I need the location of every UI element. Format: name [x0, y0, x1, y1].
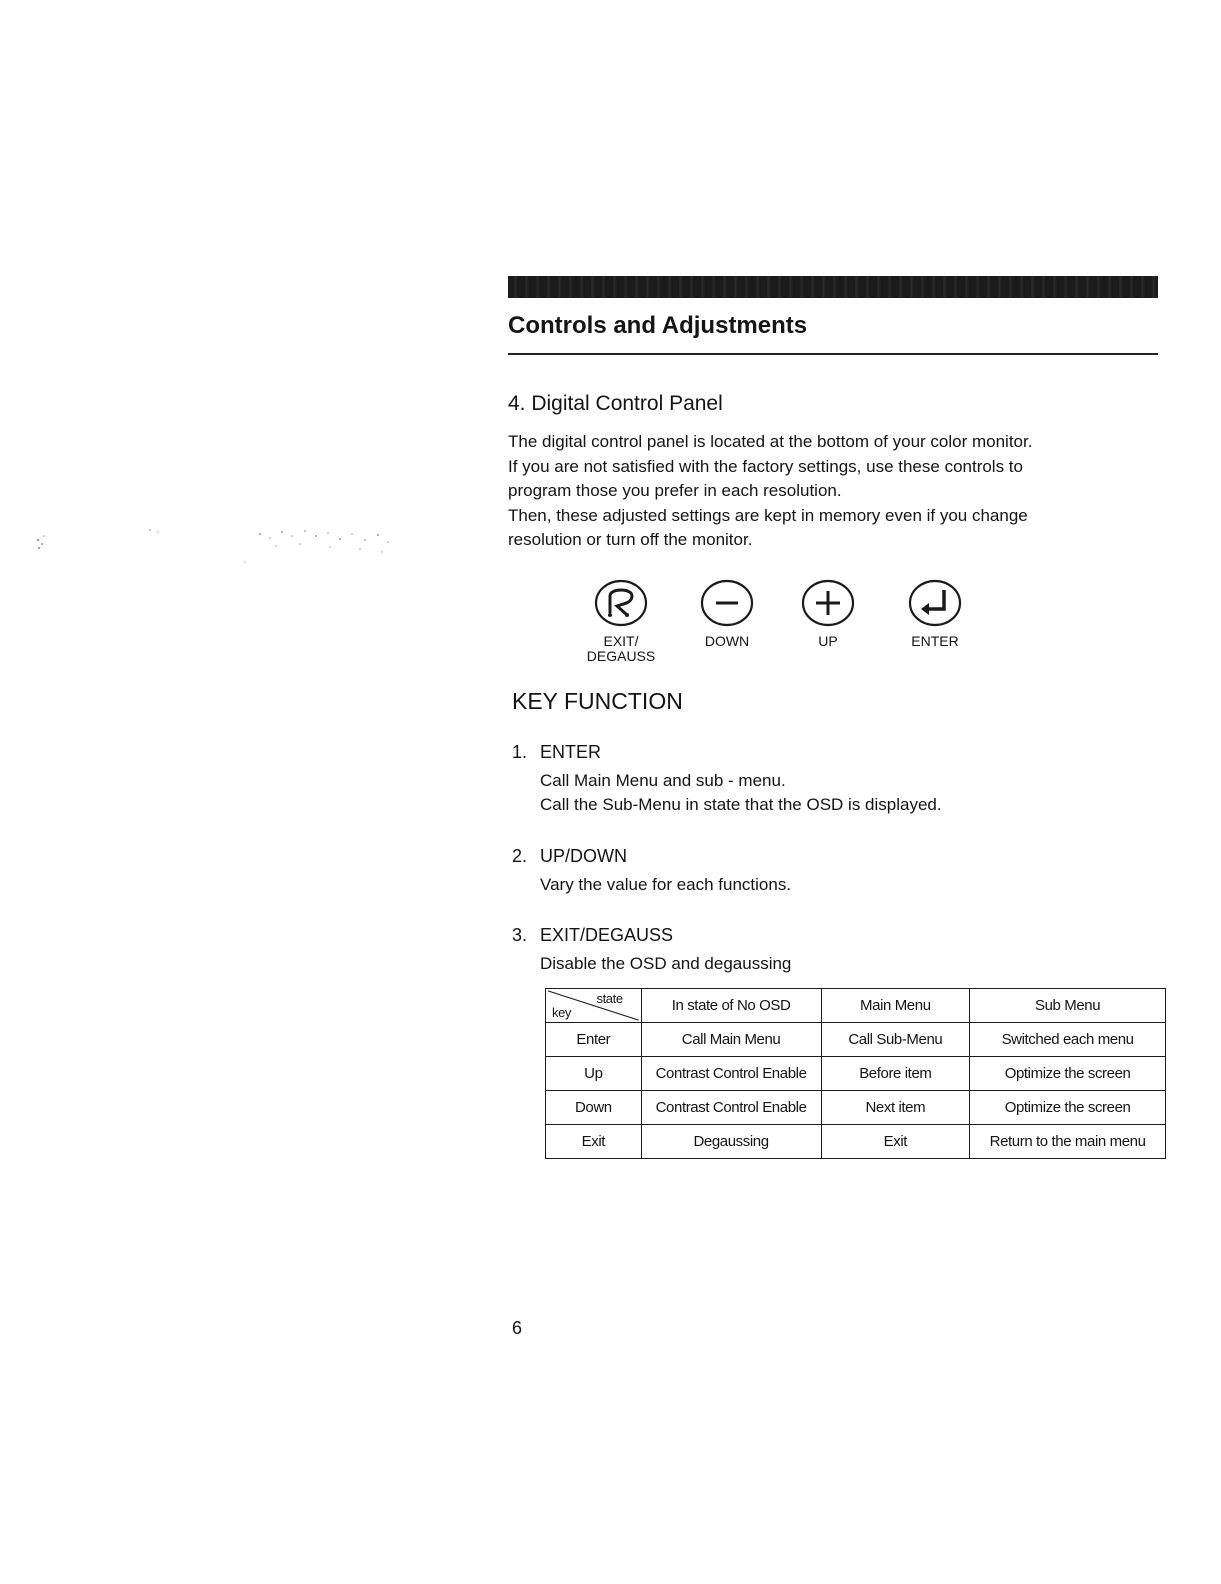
column-header: Main Menu: [821, 989, 970, 1023]
table-row: [546, 1091, 1166, 1125]
key-function-heading: KEY FUNCTION: [512, 688, 683, 714]
table-cell: Contrast Control Enable: [641, 1057, 821, 1091]
row-key: Down: [546, 1091, 642, 1125]
table-cell: Contrast Control Enable: [641, 1091, 821, 1125]
header-bar: [508, 276, 1158, 298]
table-cell: Degaussing: [641, 1125, 821, 1159]
item-number: 2.: [512, 846, 528, 866]
table-cell: Call Sub-Menu: [821, 1023, 970, 1057]
row-key: Up: [546, 1057, 642, 1091]
exit-degauss-control: [566, 578, 676, 664]
item-number: 3.: [512, 925, 528, 945]
table-cell: Return to the main menu: [970, 1125, 1166, 1159]
intro-line: program those you prefer in each resolution.: [508, 481, 842, 500]
item-name: EXIT/DEGAUSS: [540, 925, 674, 945]
item-description: Disable the OSD and degaussing: [540, 954, 792, 973]
page-title: Controls and Adjustments: [508, 312, 808, 339]
corner-cell: [546, 989, 642, 1023]
up-control: [773, 578, 883, 649]
row-key: Enter: [546, 1023, 642, 1057]
table-cell: Next item: [821, 1091, 970, 1125]
page-number: 6: [512, 1318, 523, 1338]
table-cell: Exit: [821, 1125, 970, 1159]
key-function-item: [512, 742, 942, 817]
up-label: UP: [818, 633, 838, 649]
key-function-table: [545, 988, 1166, 1159]
row-key: Exit: [546, 1125, 642, 1159]
item-description: Vary the value for each functions.: [540, 875, 792, 894]
table-row: [546, 1125, 1166, 1159]
corner-key-label: key: [552, 1005, 572, 1020]
enter-control: [880, 578, 990, 649]
table-row: [546, 1023, 1166, 1057]
item-description: Call the Sub-Menu in state that the OSD is displayed.: [540, 795, 942, 814]
item-name: UP/DOWN: [540, 846, 627, 866]
table-cell: Optimize the screen: [970, 1091, 1166, 1125]
degauss-icon: [593, 578, 649, 628]
column-header: In state of No OSD: [641, 989, 821, 1023]
exit-degauss-label: EXIT/ DEGAUSS: [586, 633, 656, 664]
enter-label: ENTER: [911, 633, 959, 649]
column-header: Sub Menu: [970, 989, 1166, 1023]
intro-line: The digital control panel is located at the bottom of your color monitor.: [508, 432, 1033, 451]
key-function-item: [512, 925, 791, 976]
intro-line: resolution or turn off the monitor.: [508, 530, 753, 549]
enter-arrow-icon: [907, 578, 963, 628]
item-number: 1.: [512, 742, 528, 762]
down-label: DOWN: [704, 633, 750, 649]
plus-circle-icon: [800, 578, 856, 628]
intro-paragraph: [508, 430, 1168, 553]
scan-specks: [30, 522, 400, 572]
table-cell: Switched each menu: [970, 1023, 1166, 1057]
table-header-row: [546, 989, 1166, 1023]
item-name: ENTER: [540, 742, 602, 762]
intro-line: If you are not satisfied with the factory settings, use these controls to: [508, 456, 1023, 476]
table-cell: Optimize the screen: [970, 1057, 1166, 1091]
table-row: [546, 1057, 1166, 1091]
corner-state-label: state: [596, 991, 623, 1006]
table-cell: Call Main Menu: [641, 1023, 821, 1057]
item-description: Call Main Menu and sub - menu.: [540, 771, 786, 790]
section-heading: 4. Digital Control Panel: [508, 392, 723, 415]
minus-circle-icon: [699, 578, 755, 628]
title-rule: [508, 353, 1158, 355]
down-control: [672, 578, 782, 649]
table-cell: Before item: [821, 1057, 970, 1091]
intro-line: Then, these adjusted settings are kept in memory even if you change: [508, 505, 1028, 525]
key-function-item: [512, 846, 791, 897]
